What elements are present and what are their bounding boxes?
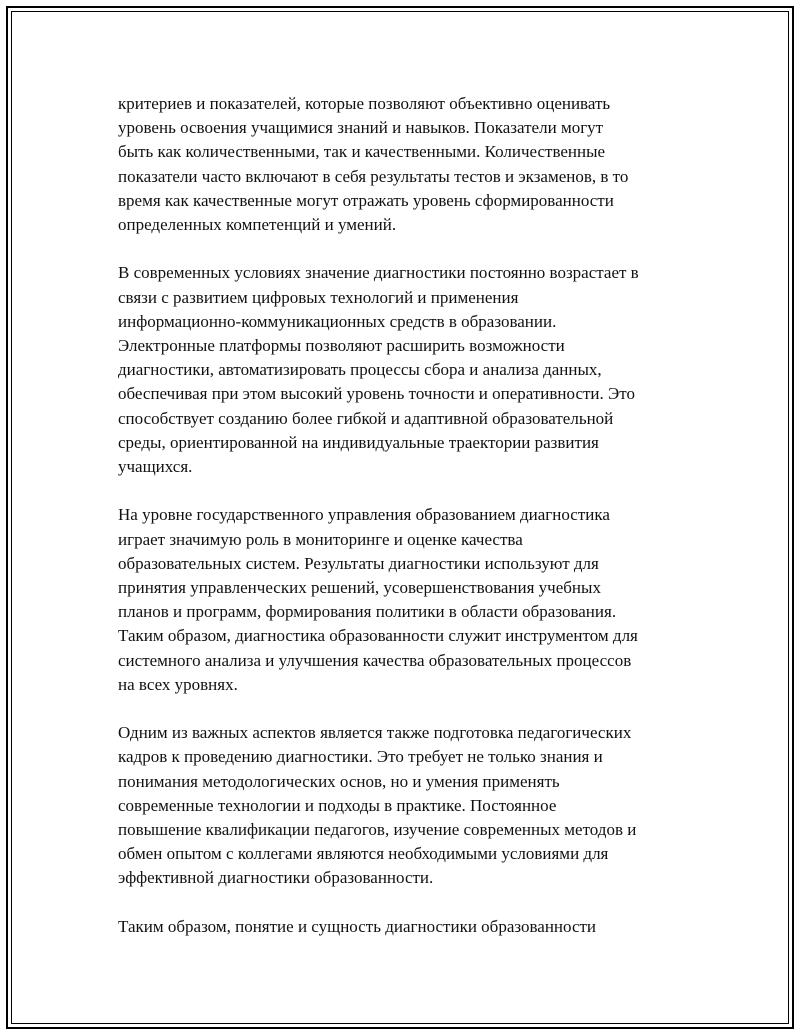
text-line: На уровне государственного управления образованием диагностика: [118, 505, 610, 525]
paragraph-teachers: [118, 721, 718, 890]
document-body: [118, 92, 718, 963]
text-line: играет значимую роль в мониторинге и оценке качества: [118, 529, 523, 549]
text-line: обмен опытом с коллегами являются необходимыми условиями для: [118, 844, 609, 864]
text-line: среды, ориентированной на индивидуальные траектории развития: [118, 432, 599, 452]
text-line: В современных условиях значение диагностики постоянно возрастает в: [118, 263, 639, 283]
paragraph-digital: [118, 261, 718, 479]
text-line: на всех уровнях.: [118, 674, 238, 694]
text-line: обеспечивая при этом высокий уровень точности и оперативности. Это: [118, 384, 635, 404]
text-line: планов и программ, формирования политики в области образования.: [118, 602, 617, 622]
text-line: Одним из важных аспектов является также подготовка педагогических: [118, 723, 632, 743]
text-line: показатели часто включают в себя результаты тестов и экзаменов, в то: [118, 166, 629, 186]
text-line: учащихся.: [118, 457, 193, 477]
text-line: быть как количественными, так и качественными. Количественные: [118, 142, 606, 162]
text-line: уровень освоения учащимися знаний и навыков. Показатели могут: [118, 118, 604, 138]
text-line: кадров к проведению диагностики. Это требует не только знания и: [118, 747, 603, 767]
text-line: способствует созданию более гибкой и адаптивной образовательной: [118, 408, 614, 428]
text-line: диагностики, автоматизировать процессы сбора и анализа данных,: [118, 360, 602, 380]
text-line: связи с развитием цифровых технологий и применения: [118, 287, 519, 307]
text-line: время как качественные могут отражать уровень сформированности: [118, 190, 614, 210]
text-line: образовательных систем. Результаты диагностики используют для: [118, 553, 599, 573]
text-line: повышение квалификации педагогов, изучение современных методов и: [118, 820, 637, 840]
text-line: Таким образом, диагностика образованности служит инструментом для: [118, 626, 638, 646]
text-line: эффективной диагностики образованности.: [118, 868, 434, 888]
text-line: понимания методологических основ, но и умения применять: [118, 771, 560, 791]
paragraph-government: [118, 503, 718, 697]
text-line: системного анализа и улучшения качества образовательных процессов: [118, 650, 632, 670]
text-line: критериев и показателей, которые позволяют объективно оценивать: [118, 94, 611, 113]
text-line: Электронные платформы позволяют расширить возможности: [118, 336, 565, 356]
text-line: Таким образом, понятие и сущность диагностики образованности: [118, 916, 597, 936]
text-line: определенных компетенций и умений.: [118, 215, 397, 235]
text-line: принятия управленческих решений, усовершенствования учебных: [118, 578, 601, 598]
text-line: современные технологии и подходы в практике. Постоянное: [118, 795, 557, 815]
text-line: информационно-коммуникационных средств в образовании.: [118, 311, 557, 331]
paragraph-conclusion: [118, 915, 718, 939]
paragraph-criteria: [118, 92, 718, 237]
